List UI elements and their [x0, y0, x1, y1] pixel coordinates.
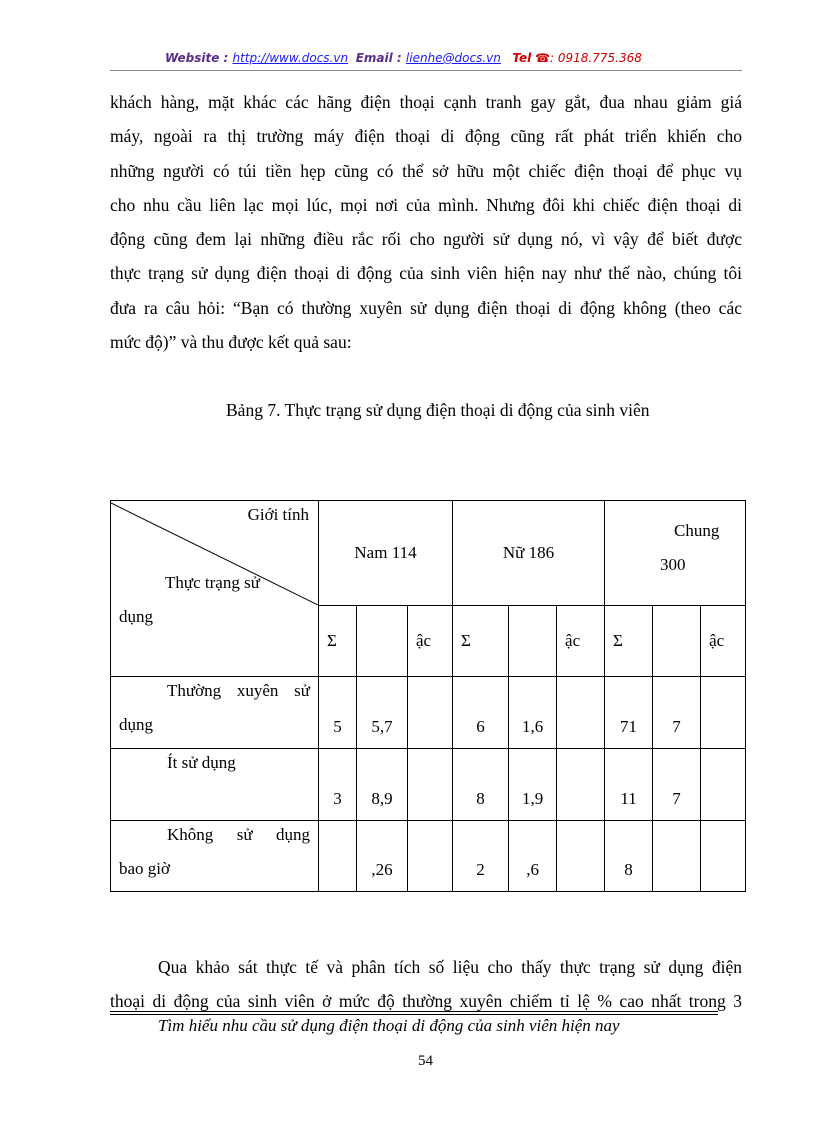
row-label [111, 677, 319, 749]
subheader-cell: Σ [605, 606, 653, 677]
row-label [111, 821, 319, 892]
subheader-cell: ậc [408, 606, 453, 677]
table-cell: 5,7 [357, 677, 408, 749]
group-header-total [605, 501, 746, 606]
table-row [111, 749, 746, 821]
table-cell [557, 677, 605, 749]
table-cell [408, 821, 453, 892]
email-link[interactable]: lienhe@docs.vn [405, 51, 501, 65]
table-row [111, 677, 746, 749]
phone-number: : 0918.775.368 [550, 51, 642, 65]
table-cell [557, 821, 605, 892]
paragraph-line: cho nhu cầu liên lạc mọi lúc, mọi nơi của mình. Nhưng đôi khi chiếc điện thoại di [110, 194, 742, 215]
website-label: Website [165, 51, 220, 65]
subheader-cell: ậc [557, 606, 605, 677]
email-label: Email [355, 51, 393, 65]
table-cell: 8 [605, 821, 653, 892]
column-header-gender: Giới tính [247, 505, 309, 524]
row-label-line2: bao giờ [119, 859, 171, 878]
body-paragraph-2 [110, 950, 742, 1019]
table-corner-header [111, 501, 319, 677]
subheader-cell: Σ [453, 606, 509, 677]
subheader-cell: ậc [701, 606, 746, 677]
table-cell: 7 [653, 749, 701, 821]
table-cell: ,6 [509, 821, 557, 892]
website-link[interactable]: http://www.docs.vn [232, 51, 349, 65]
paragraph-line: Qua khảo sát thực tế và phân tích số liệu cho thấy thực trạng sử dụng điện [158, 957, 742, 977]
table-cell: 1,9 [509, 749, 557, 821]
row-label-line1: Ít sử dụng [167, 753, 236, 772]
table-cell: 6 [453, 677, 509, 749]
table-cell: 5 [319, 677, 357, 749]
subheader-cell: Σ [319, 606, 357, 677]
paragraph-line: đưa ra câu hỏi: “Bạn có thường xuyên sử dụng điện thoại di động không (theo các [110, 297, 742, 318]
header-divider [110, 70, 742, 71]
website-separator: : [219, 51, 233, 65]
tel-label: Tel [512, 51, 532, 65]
row-label-word: xuyên [236, 681, 279, 700]
paragraph-line: mức độ)” và thu được kết quả sau: [110, 332, 352, 353]
table-cell [557, 749, 605, 821]
table-cell [408, 677, 453, 749]
group-header-female: Nữ 186 [453, 501, 605, 606]
row-header-status-cont: dụng [119, 607, 153, 626]
table-cell: ,26 [357, 821, 408, 892]
table-row [111, 821, 746, 892]
footer-title: Tìm hiểu nhu cầu sử dụng điện thoại di động của sinh viên hiện nay [158, 1016, 620, 1035]
group-header-total-line2: 300 [660, 555, 686, 574]
table-cell [701, 749, 746, 821]
row-label-word: Không [167, 825, 214, 844]
subheader-cell [357, 606, 408, 677]
table-cell: 71 [605, 677, 653, 749]
row-label-word: sử [236, 825, 253, 844]
body-paragraph-1 [110, 85, 742, 359]
table-cell [701, 677, 746, 749]
row-label-word: dụng [276, 825, 310, 844]
paragraph-line: động cũng đem lại những điều rắc rối cho người sử dụng nó, vì vậy để biết được [110, 229, 742, 250]
row-header-status: Thực trạng sử [165, 573, 260, 592]
table-caption: Bảng 7. Thực trạng sử dụng điện thoại di động của sinh viên [226, 400, 650, 420]
table-cell: 11 [605, 749, 653, 821]
group-header-total-line1: Chung [674, 521, 720, 540]
row-label [111, 749, 319, 821]
table-cell [701, 821, 746, 892]
table-cell: 8,9 [357, 749, 408, 821]
phone-icon: ☎ [535, 51, 551, 65]
paragraph-line: thực trạng sử dụng điện thoại di động của sinh viên hiện nay như thế nào, chúng tôi [110, 263, 742, 284]
row-label-line2: dụng [119, 715, 153, 734]
table-cell: 7 [653, 677, 701, 749]
usage-table [110, 500, 746, 892]
table-cell: 8 [453, 749, 509, 821]
table-cell [653, 821, 701, 892]
row-label-word: Thường [167, 681, 222, 700]
footer-divider [110, 1011, 718, 1012]
row-label-word: sử [294, 681, 310, 700]
footer-divider [110, 1014, 718, 1015]
page-header [165, 51, 642, 69]
page-number: 54 [418, 1053, 433, 1069]
group-header-male: Nam 114 [319, 501, 453, 606]
subheader-cell [653, 606, 701, 677]
paragraph-line: thoại di động của sinh viên ở mức độ thường xuyên chiếm tỉ lệ % cao nhất trong 3 [110, 991, 742, 1012]
table-cell: 2 [453, 821, 509, 892]
subheader-cell [509, 606, 557, 677]
table-cell [319, 821, 357, 892]
table-cell: 1,6 [509, 677, 557, 749]
email-separator: : [392, 51, 406, 65]
table-cell: 3 [319, 749, 357, 821]
table-cell [408, 749, 453, 821]
paragraph-line: những người có túi tiền hẹp cũng có thể sở hữu một chiếc điện thoại để phục vụ [110, 160, 742, 181]
paragraph-line: khách hàng, mặt khác các hãng điện thoại cạnh tranh gay gắt, đua nhau giảm giá [110, 92, 742, 112]
paragraph-line: máy, ngoài ra thị trường máy điện thoại di động cũng rất phát triển khiến cho [110, 126, 742, 147]
